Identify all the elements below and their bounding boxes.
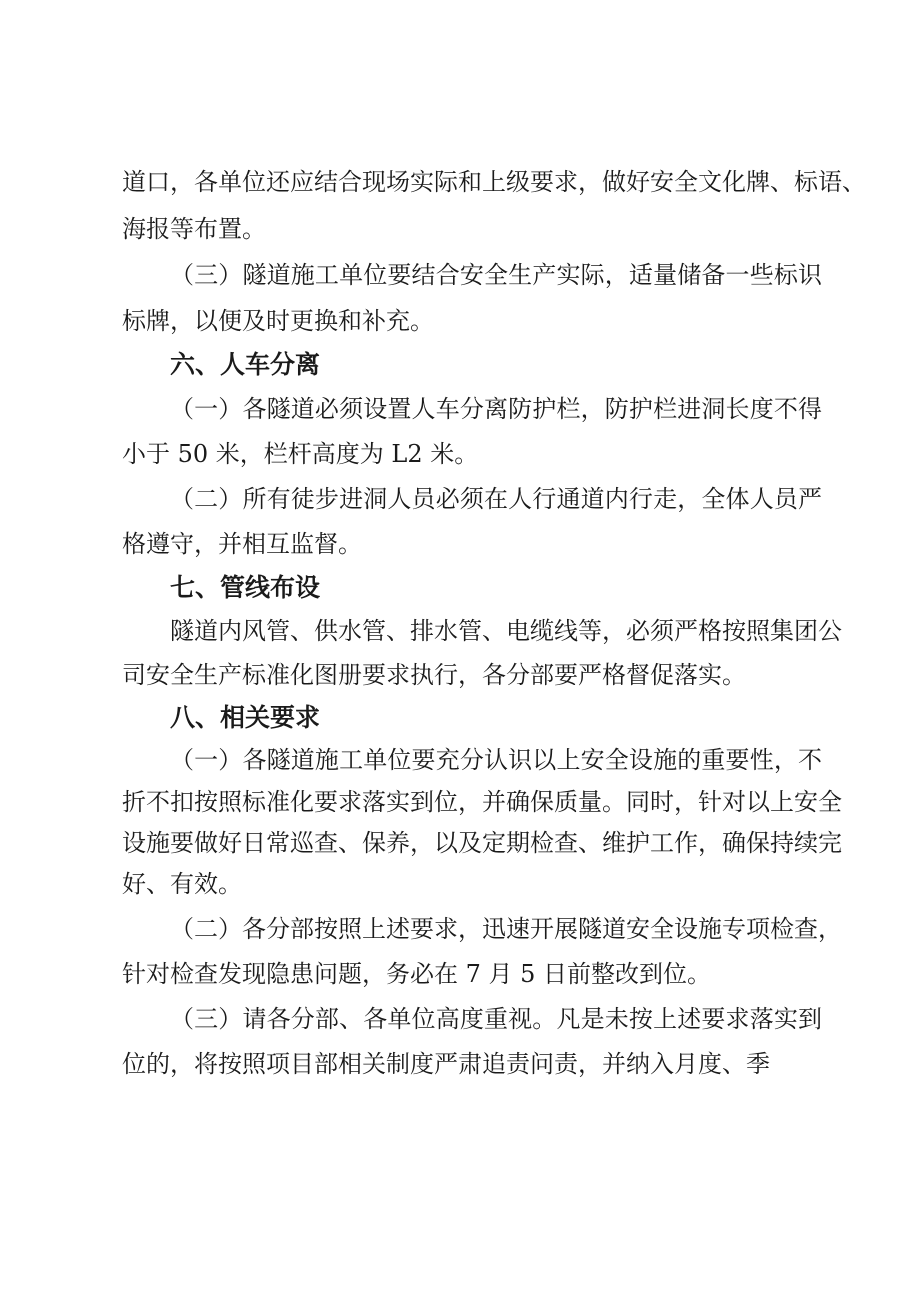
section-heading: 八、相关要求 — [170, 703, 321, 732]
body-line: 折不扣按照标准化要求落实到位，并确保质量。同时，针对以上安全 — [122, 788, 842, 816]
body-line: 道口，各单位还应结合现场实际和上级要求，做好安全文化牌、标语、 — [122, 168, 866, 196]
body-line: 小于 50 米，栏杆高度为 L2 米。 — [122, 440, 479, 468]
body-line: 隧道内风管、供水管、排水管、电缆线等，必须严格按照集团公 — [170, 617, 842, 645]
body-line: 设施要做好日常巡查、保养，以及定期检查、维护工作，确保持续完 — [122, 829, 842, 857]
section-heading: 六、人车分离 — [170, 350, 321, 379]
section-heading: 七、管线布设 — [170, 573, 321, 602]
body-line: 司安全生产标准化图册要求执行，各分部要严格督促落实。 — [122, 661, 746, 689]
body-line: 格遵守，并相互监督。 — [122, 530, 362, 558]
body-line: （一）各隧道施工单位要充分认识以上安全设施的重要性，不 — [170, 746, 822, 774]
body-line: 位的，将按照项目部相关制度严肃追责问责，并纳入月度、季 — [122, 1050, 770, 1078]
body-line: 针对检查发现隐患问题，务必在 7 月 5 日前整改到位。 — [122, 960, 712, 988]
body-line: 海报等布置。 — [122, 215, 266, 243]
body-line: （一）各隧道必须设置人车分离防护栏，防护栏进洞长度不得 — [170, 395, 822, 423]
body-line: （二）所有徒步进洞人员必须在人行通道内行走，全体人员严 — [170, 485, 822, 513]
body-line: 好、有效。 — [122, 870, 242, 898]
body-line: （三）请各分部、各单位高度重视。凡是未按上述要求落实到 — [170, 1005, 822, 1033]
body-line: 标牌，以便及时更换和补充。 — [122, 307, 434, 335]
body-line: （二）各分部按照上述要求，迅速开展隧道安全设施专项检查， — [170, 915, 842, 943]
body-line: （三）隧道施工单位要结合安全生产实际，适量储备一些标识 — [170, 261, 822, 289]
